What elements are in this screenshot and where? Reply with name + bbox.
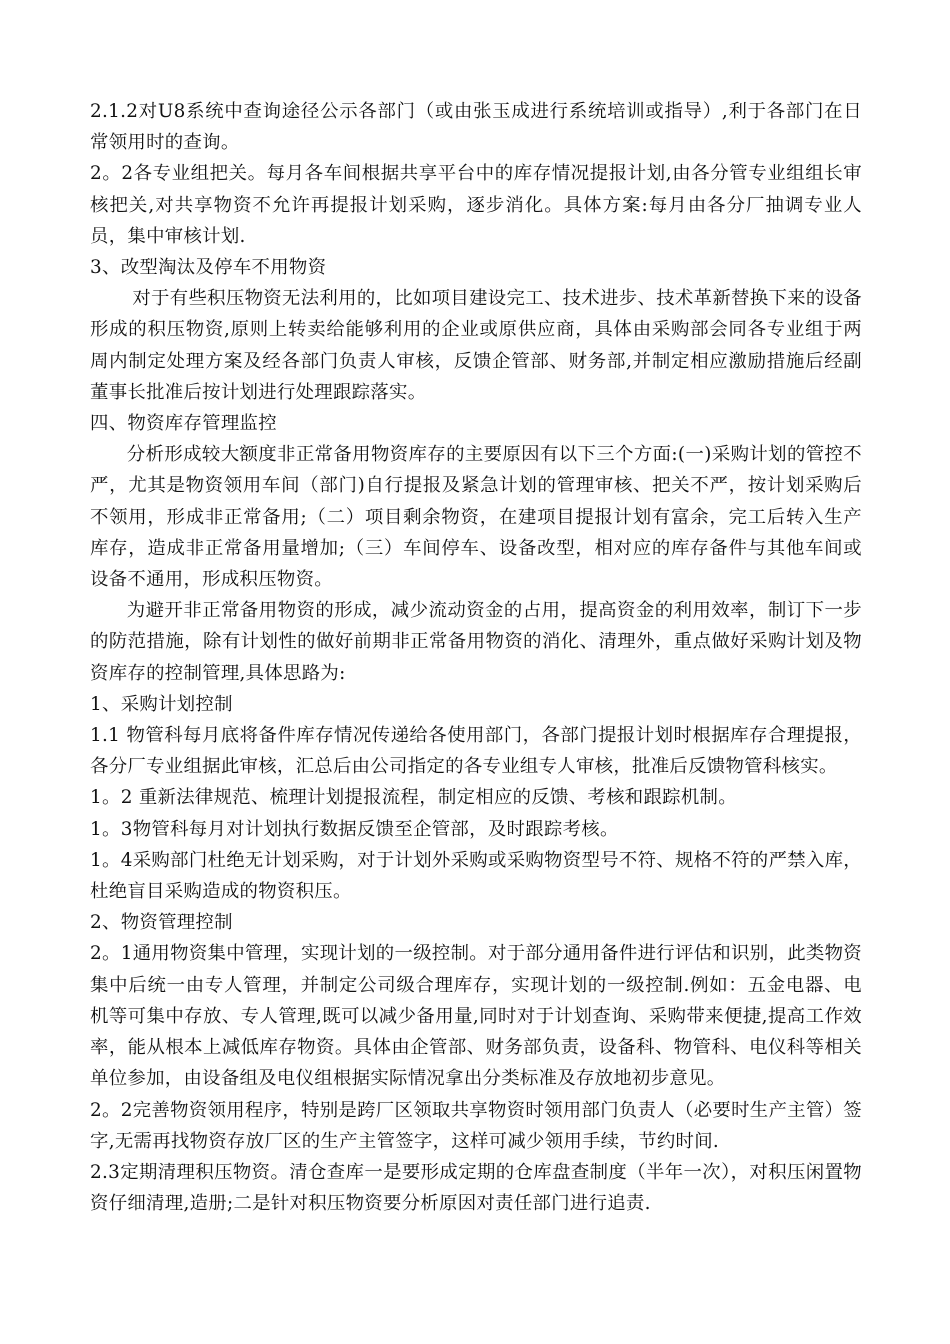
paragraph-1-4: 1。4采购部门杜绝无计划采购，对于计划外采购或采购物资型号不符、规格不符的严禁入库，杜绝盲目采购造成的物资积压。 [90, 849, 862, 903]
paragraph-2-1-2: 2.1.2对U8系统中查询途径公示各部门（或由张玉成进行系统培训或指导）,利于各部门在日常领用时的查询。 [90, 101, 862, 154]
paragraph-2-2: 2。2各专业组把关。每月各车间根据共享平台中的库存情况提报计划,由各分管专业组组长审核把关,对共享物资不允许再提报计划采购，逐步消化。具体方案:每月由各分厂抽调专业人员，集中审核计划. [90, 163, 862, 247]
heading-1-procurement-control: 1、采购计划控制 [90, 693, 233, 715]
paragraph-1-1: 1.1 物管科每月底将备件库存情况传递给各使用部门，各部门提报计划时根据库存合理提报，各分厂专业组据此审核，汇总后由公司指定的各专业组专人审核，批准后反馈物管科核实。 [90, 725, 862, 778]
heading-3-obsolete-materials: 3、改型淘汰及停车不用物资 [90, 257, 327, 279]
paragraph-2-3: 2.3定期清理积压物资。清仓查库一是要形成定期的仓库盘查制度（半年一次），对积压闲置物资仔细清理,造册;二是针对积压物资要分析原因对责任部门进行追责. [90, 1161, 862, 1215]
paragraph-obsolete-handling: 对于有些积压物资无法利用的，比如项目建设完工、技术进步、技术革新替换下来的设备形成的积压物资,原则上转卖给能够利用的企业或原供应商，具体由采购部会同各专业组于两周内制定处理方案及经各部门负责人审核，反馈企管部、财务部,并制定相应激励措施后经副董事长批准后按计划进行处理跟踪落实。 [90, 288, 862, 403]
document-body [90, 96, 862, 1219]
paragraph-1-2: 1。2 重新法律规范、梳理计划提报流程，制定相应的反馈、考核和跟踪机制。 [90, 787, 737, 809]
paragraph-cause-analysis: 分析形成较大额度非正常备用物资库存的主要原因有以下三个方面:(一)采购计划的管控不严，尤其是物资领用车间（部门)自行提报及紧急计划的管理审核、把关不严，按计划采购后不领用，形成非正常备用;（二）项目剩余物资，在建项目提报计划有富余，完工后转入生产库存，造成非正常备用量增加;（三）车间停车、设备改型，相对应的库存备件与其他车间或设备不通用，形成积压物资。 [90, 444, 862, 591]
paragraph-1-3: 1。3物管科每月对计划执行数据反馈至企管部，及时跟踪考核。 [90, 818, 619, 840]
heading-4-inventory-monitoring: 四、物资库存管理监控 [90, 413, 277, 435]
paragraph-2-1: 2。1通用物资集中管理，实现计划的一级控制。对于部分通用备件进行评估和识别，此类物资集中后统一由专人管理，并制定公司级合理库存，实现计划的一级控制.例如：五金电器、电机等可集中存放、专人管理,既可以减少备用量,同时对于计划查询、采购带来便捷,提高工作效率，能从根本上减低库存物资。具体由企管部、财务部负责，设备科、物管科、电仪科等相关单位参加，由设备组及电仪组根据实际情况拿出分类标准及存放地初步意见。 [90, 943, 862, 1090]
paragraph-prevention-measures: 为避开非正常备用物资的形成，减少流动资金的占用，提高资金的利用效率，制订下一步的防范措施，除有计划性的做好前期非正常备用物资的消化、清理外，重点做好采购计划及物资库存的控制管理,具体思路为: [90, 600, 862, 684]
paragraph-2-2-requisition: 2。2完善物资领用程序，特别是跨厂区领取共享物资时领用部门负责人（必要时生产主管）签字,无需再找物资存放厂区的生产主管签字，这样可减少领用手续，节约时间. [90, 1099, 862, 1152]
heading-2-materials-control: 2、物资管理控制 [90, 912, 233, 934]
